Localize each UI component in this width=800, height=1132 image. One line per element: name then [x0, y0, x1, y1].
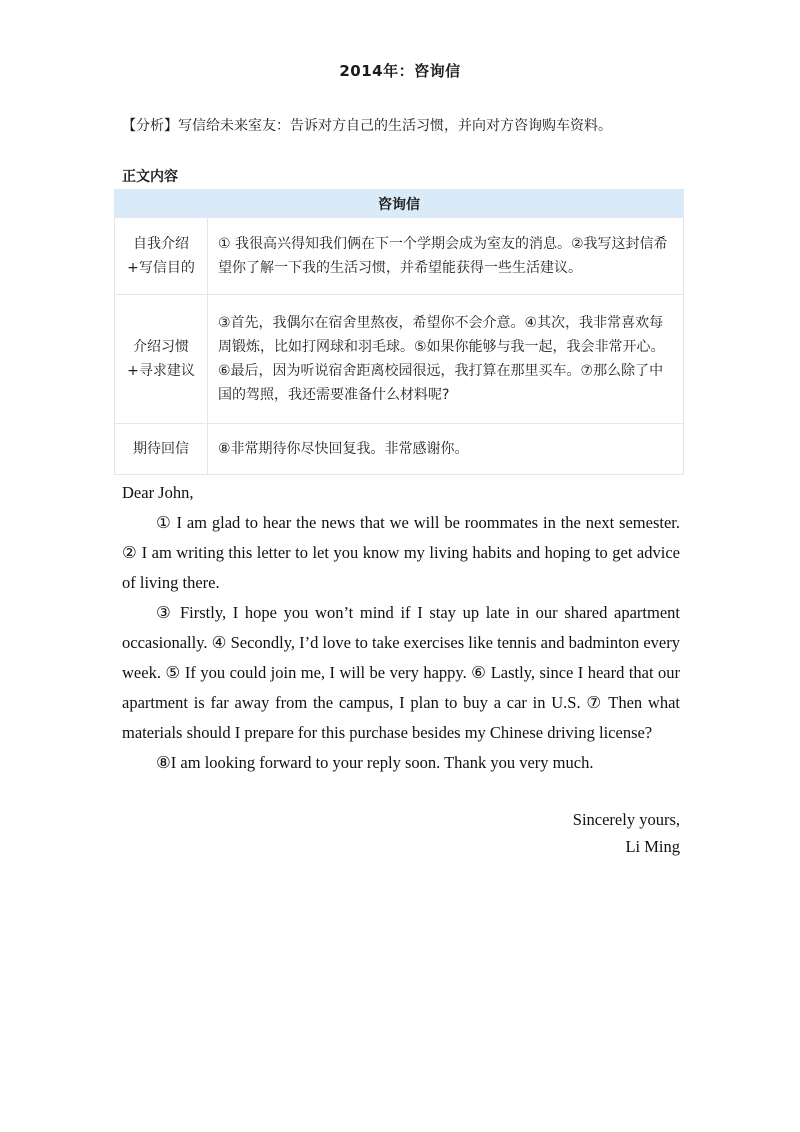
row-label-line: 自我介绍 — [133, 236, 189, 252]
letter-paragraph: ⑧I am looking forward to your reply soon. Thank you very much. — [156, 753, 594, 772]
letter-greeting: Dear John, — [122, 483, 194, 502]
table-row — [115, 295, 684, 424]
row-label-line: +寻求建议 — [127, 363, 195, 379]
outline-table — [114, 189, 684, 475]
letter-paragraph: ③ Firstly, I hope you won’t mind if I stay up late in our shared apartment occasionally. ④ Secondly, I’d love to take exercises like tennis and badminton every week. ⑤ If you could join me, I will be very happy. ⑥ Lastly, since I heard that our apartment is far away from the campus, I plan to buy a car in U.S. ⑦ Then what materials should I prepare for this purchase besides my Chinese driving license? — [122, 603, 680, 742]
row-label-line: 期待回信 — [133, 441, 189, 457]
section-heading: 正文内容 — [122, 169, 178, 185]
row-label-line: 介绍习惯 — [133, 339, 189, 355]
letter-closing-block — [573, 806, 680, 860]
row-label — [115, 424, 208, 475]
row-label — [115, 218, 208, 295]
row-content: ① 我很高兴得知我们俩在下一个学期会成为室友的消息。②我写这封信希望你了解一下我的生活习惯，并希望能获得一些生活建议。 — [208, 218, 684, 295]
letter-body — [122, 478, 680, 778]
page-title: 2014年：咨询信 — [339, 62, 461, 80]
row-content: ③首先，我偶尔在宿舍里熬夜，希望你不会介意。④其次，我非常喜欢每周锻炼，比如打网球和羽毛球。⑤如果你能够与我一起，我会非常开心。⑥最后，因为听说宿舍距离校园很远，我打算在那里买车。⑦那么除了中国的驾照，我还需要准备什么材料呢? — [208, 295, 684, 424]
table-row — [115, 424, 684, 475]
row-label — [115, 295, 208, 424]
analysis-text: 【分析】写信给未来室友：告诉对方自己的生活习惯，并向对方咨询购车资料。 — [122, 118, 612, 134]
letter-closing: Sincerely yours, — [572, 810, 680, 829]
table-header: 咨询信 — [115, 190, 684, 218]
table-row — [115, 218, 684, 295]
letter-signature: Li Ming — [625, 837, 680, 856]
row-label-line: +写信目的 — [127, 260, 195, 276]
row-content: ⑧非常期待你尽快回复我。非常感谢你。 — [208, 424, 684, 475]
letter-paragraph: ① I am glad to hear the news that we will be roommates in the next semester. ② I am writing this letter to let you know my living habits and hoping to get advice of living there. — [122, 513, 680, 592]
